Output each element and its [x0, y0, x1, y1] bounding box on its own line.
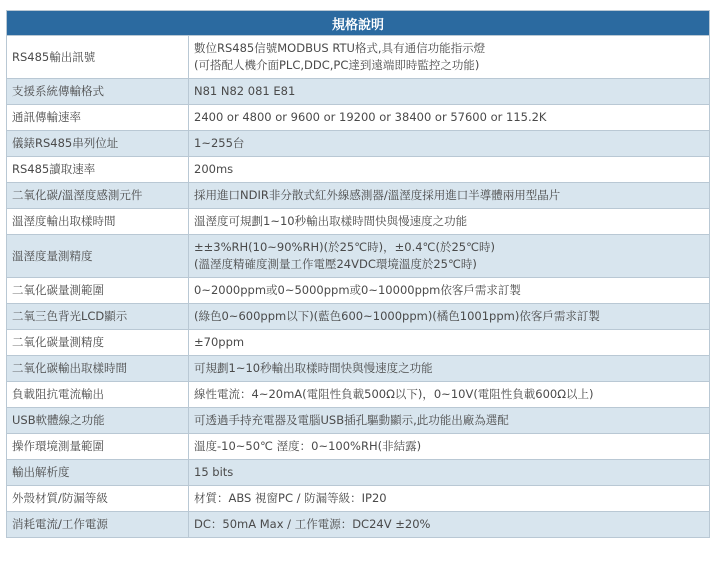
spec-value — [189, 235, 710, 278]
spec-value-line: DC：50mA Max / 工作電源：DC24V ±20% — [194, 517, 431, 531]
table-row — [7, 235, 710, 278]
spec-value — [189, 512, 710, 538]
spec-value — [189, 36, 710, 79]
spec-label: 消耗電流/工作電源 — [7, 512, 189, 538]
spec-label: USB軟體線之功能 — [7, 408, 189, 434]
spec-table-body — [7, 36, 710, 538]
spec-value-line: 1~255台 — [194, 136, 245, 150]
table-row — [7, 356, 710, 382]
spec-value — [189, 105, 710, 131]
table-row — [7, 131, 710, 157]
table-row — [7, 304, 710, 330]
spec-value — [189, 486, 710, 512]
table-row — [7, 209, 710, 235]
spec-value-line: 溫度-10~50℃ 溼度：0~100%RH(非結露) — [194, 439, 422, 453]
table-row — [7, 36, 710, 79]
table-row — [7, 105, 710, 131]
spec-label: 通訊傳輸速率 — [7, 105, 189, 131]
table-row — [7, 157, 710, 183]
table-header-row — [7, 11, 710, 36]
spec-label: 二氧化碳量測範圍 — [7, 278, 189, 304]
spec-value-line: 採用進口NDIR非分散式紅外線感測器/溫溼度採用進口半導體兩用型晶片 — [194, 188, 561, 202]
table-row — [7, 408, 710, 434]
spec-label: 操作環境測量範圍 — [7, 434, 189, 460]
spec-value — [189, 183, 710, 209]
spec-label: 溫溼度量測精度 — [7, 235, 189, 278]
table-row — [7, 382, 710, 408]
spec-value — [189, 408, 710, 434]
spec-value-line: 材質：ABS 視窗PC / 防漏等級：IP20 — [194, 491, 387, 505]
table-row — [7, 278, 710, 304]
spec-label: 外殼材質/防漏等級 — [7, 486, 189, 512]
table-title: 規格說明 — [7, 11, 710, 36]
spec-value-line: 溫溼度可規劃1~10秒輸出取樣時間快與慢速度之功能 — [194, 214, 468, 228]
spec-value — [189, 356, 710, 382]
spec-value — [189, 304, 710, 330]
spec-value — [189, 382, 710, 408]
spec-value-line: (綠色0~600ppm以下)(藍色600~1000ppm)(橘色1001ppm)依客戶需求訂製 — [194, 309, 600, 323]
spec-value-line: 數位RS485信號MODBUS RTU格式,具有通信功能指示燈 — [194, 41, 486, 55]
spec-value — [189, 330, 710, 356]
spec-label: 二氧化碳量測精度 — [7, 330, 189, 356]
spec-value — [189, 434, 710, 460]
table-row — [7, 486, 710, 512]
spec-value — [189, 209, 710, 235]
spec-value-line: 線性電流：4~20mA(電阻性負載500Ω以下)，0~10V(電阻性負載600Ω以上) — [194, 387, 594, 401]
spec-table — [6, 10, 710, 538]
spec-label: 二氧化碳輸出取樣時間 — [7, 356, 189, 382]
spec-value-line: 15 bits — [194, 465, 234, 479]
spec-label: 二氧化碳/溫溼度感測元件 — [7, 183, 189, 209]
spec-value — [189, 460, 710, 486]
spec-label: 二氧三色背光LCD顯示 — [7, 304, 189, 330]
spec-value-line: 可規劃1~10秒輸出取樣時間快與慢速度之功能 — [194, 361, 433, 375]
spec-value-line: ±±3%RH(10~90%RH)(於25℃時)，±0.4℃(於25℃時) — [194, 240, 495, 254]
spec-label: RS485讀取速率 — [7, 157, 189, 183]
table-row — [7, 183, 710, 209]
spec-value-line: 可透過手持充電器及電腦USB插孔驅動顯示,此功能出廠為選配 — [194, 413, 509, 427]
spec-value — [189, 131, 710, 157]
spec-label: 輸出解析度 — [7, 460, 189, 486]
spec-label: 支援系統傳輸格式 — [7, 79, 189, 105]
spec-value-line: ±70ppm — [194, 335, 245, 349]
spec-value — [189, 79, 710, 105]
spec-value-line: (溫溼度精確度測量工作電壓24VDC環境溫度於25℃時) — [194, 257, 477, 271]
table-row — [7, 330, 710, 356]
table-row — [7, 434, 710, 460]
spec-label: 儀錶RS485串列位址 — [7, 131, 189, 157]
spec-value-line: (可搭配人機介面PLC,DDC,PC達到遠端即時監控之功能) — [194, 58, 480, 72]
spec-label: 負載阻抗電流輸出 — [7, 382, 189, 408]
spec-value-line: 0~2000ppm或0~5000ppm或0~10000ppm依客戶需求訂製 — [194, 283, 521, 297]
spec-value-line: 200ms — [194, 162, 234, 176]
table-row — [7, 512, 710, 538]
table-row — [7, 79, 710, 105]
spec-value-line: 2400 or 4800 or 9600 or 19200 or 38400 or 57600 or 115.2K — [194, 110, 547, 124]
spec-value — [189, 278, 710, 304]
spec-label: RS485輸出訊號 — [7, 36, 189, 79]
spec-value — [189, 157, 710, 183]
spec-table-container — [6, 10, 709, 538]
spec-label: 溫溼度輸出取樣時間 — [7, 209, 189, 235]
spec-value-line: N81 N82 081 E81 — [194, 84, 296, 98]
table-row — [7, 460, 710, 486]
